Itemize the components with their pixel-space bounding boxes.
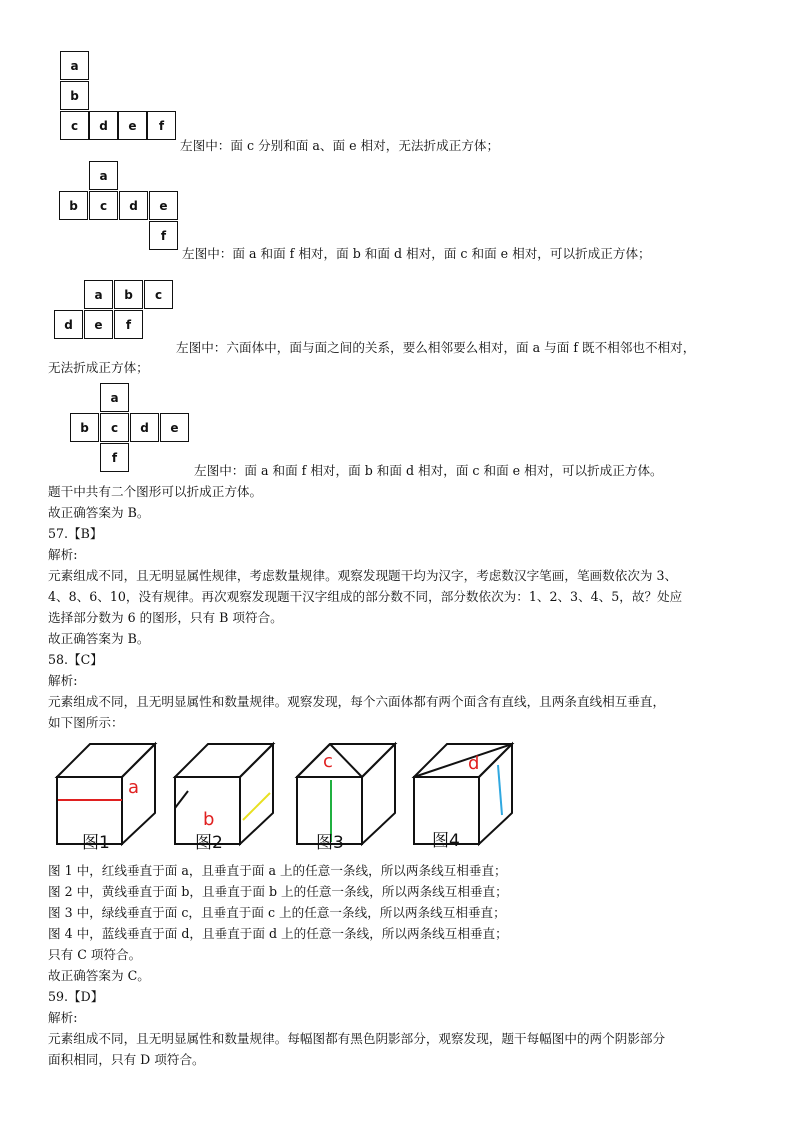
net-1-caption: 左图中：面 c 分别和面 a、面 e 相对，无法折成正方体； (180, 138, 500, 153)
q58-line-1: 元素组成不同，且无明显属性和数量规律。观察发现，每个六面体都有两个面含有直线，且两条直线相互垂直， (48, 694, 666, 709)
net-1-face-d: d (89, 111, 118, 140)
net-3-caption-line-2: 无法折成正方体； (48, 360, 149, 375)
cube-4-diagonal-line (414, 744, 512, 777)
net-3-face-c: c (144, 280, 173, 309)
q58-line-2: 如下图所示： (48, 715, 124, 730)
cube-4-blue-line (498, 765, 502, 815)
net-4-caption: 左图中：面 a 和面 f 相对，面 b 和面 d 相对，面 c 和面 e 相对，可以折成正方体。 (194, 463, 663, 478)
cube-4-face-label: d (468, 753, 480, 774)
cube-2-black-line (175, 791, 188, 808)
cube-2-caption: 图2 (195, 833, 223, 853)
net-2-face-a: a (89, 161, 118, 190)
summary-line-1: 题干中共有二个图形可以折成正方体。 (48, 484, 263, 499)
net-2-face-f: f (149, 221, 178, 250)
q58-header: 58.【C】 (48, 652, 103, 667)
net-4-face-e: e (160, 413, 189, 442)
cube-3-caption: 图3 (316, 833, 344, 853)
q58-note-5: 只有 C 项符合。 (48, 947, 142, 962)
cube-1-caption: 图1 (82, 833, 110, 853)
q57-line-3: 选择部分数为 6 的图形，只有 B 项符合。 (48, 610, 283, 625)
cube-2 (175, 744, 273, 844)
cube-1 (57, 744, 155, 844)
net-2-face-d: d (119, 191, 148, 220)
summary-answer: 故正确答案为 B。 (48, 505, 150, 520)
net-4-face-f: f (100, 443, 129, 472)
net-2-caption: 左图中：面 a 和面 f 相对，面 b 和面 d 相对，面 c 和面 e 相对，可以折成正方体； (182, 246, 651, 261)
net-4-face-b: b (70, 413, 99, 442)
net-2-face-c: c (89, 191, 118, 220)
cube-2-face-label: b (203, 809, 215, 830)
q57-header: 57.【B】 (48, 526, 103, 541)
q58-answer: 故正确答案为 C。 (48, 968, 150, 983)
q58-note-1: 图 1 中，红线垂直于面 a，且垂直于面 a 上的任意一条线，所以两条线互相垂直； (48, 863, 507, 878)
cube-3 (297, 744, 395, 844)
q59-line-2: 面积相同，只有 D 项符合。 (48, 1052, 205, 1067)
q58-note-4: 图 4 中，蓝线垂直于面 d，且垂直于面 d 上的任意一条线，所以两条线互相垂直； (48, 926, 508, 941)
net-3-face-f: f (114, 310, 143, 339)
q57-line-2: 4、8、6、10，没有规律。再次观察发现题干汉字组成的部分数不同，部分数依次为：1、2、3、4、5，故？处应 (48, 589, 683, 604)
q59-header: 59.【D】 (48, 989, 104, 1004)
q58-cube-figures (40, 735, 540, 855)
cube-4 (414, 744, 512, 844)
net-3-face-b: b (114, 280, 143, 309)
net-1-face-f: f (147, 111, 176, 140)
net-4-face-d: d (130, 413, 159, 442)
cube-2-yellow-line (243, 793, 270, 820)
q59-line-1: 元素组成不同，且无明显属性和数量规律。每幅图都有黑色阴影部分，观察发现，题干每幅图中的两个阴影部分 (48, 1031, 666, 1046)
cube-3-black-line-2 (330, 744, 362, 777)
net-3-face-a: a (84, 280, 113, 309)
cube-4-caption: 图4 (432, 831, 460, 851)
net-3-caption-line-1: 左图中：六面体中，面与面之间的关系，要么相邻要么相对，面 a 与面 f 既不相邻也不相对， (176, 340, 696, 355)
net-1-face-a: a (60, 51, 89, 80)
q58-analysis-label: 解析: (48, 673, 78, 688)
net-3-face-e: e (84, 310, 113, 339)
cube-1-face-label: a (128, 777, 140, 798)
q57-line-1: 元素组成不同，且无明显属性规律，考虑数量规律。观察发现题干均为汉字，考虑数汉字笔画，笔画数依次为 3、 (48, 568, 678, 583)
q57-answer: 故正确答案为 B。 (48, 631, 150, 646)
q57-analysis-label: 解析: (48, 547, 78, 562)
q59-analysis-label: 解析: (48, 1010, 78, 1025)
net-3-face-d: d (54, 310, 83, 339)
q58-note-2: 图 2 中，黄线垂直于面 b，且垂直于面 b 上的任意一条线，所以两条线互相垂直； (48, 884, 508, 899)
net-1-face-b: b (60, 81, 89, 110)
q58-note-3: 图 3 中，绿线垂直于面 c，且垂直于面 c 上的任意一条线，所以两条线互相垂直； (48, 905, 506, 920)
net-1-face-c: c (60, 111, 89, 140)
net-4-face-a: a (100, 383, 129, 412)
net-4-face-c: c (100, 413, 129, 442)
net-1-face-e: e (118, 111, 147, 140)
cube-3-face-label: c (323, 751, 333, 772)
net-2-face-b: b (59, 191, 88, 220)
net-2-face-e: e (149, 191, 178, 220)
